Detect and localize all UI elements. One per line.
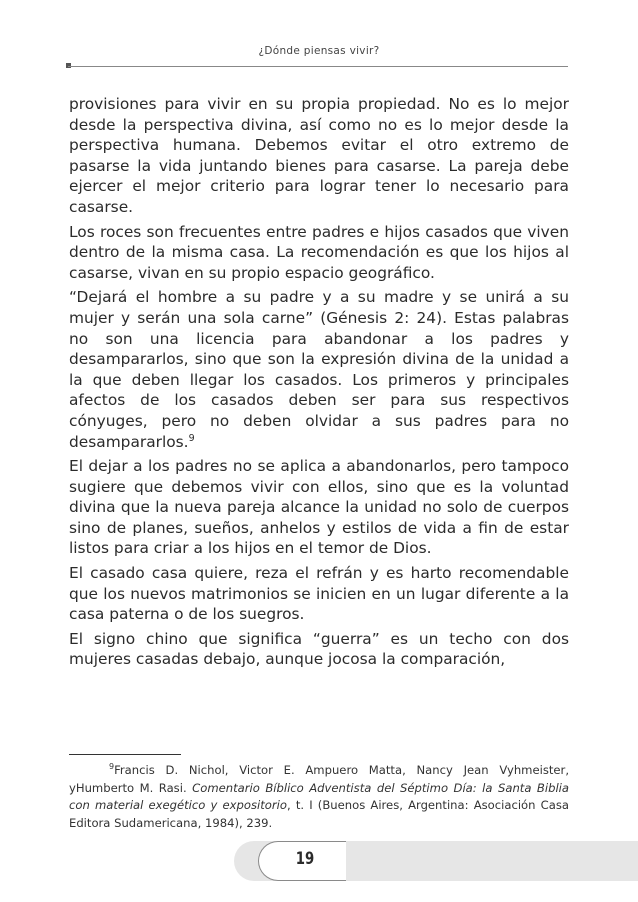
footnote-authors: Francis D. Nichol, Victor E. Ampuero Matta, Nancy Jean Vyhmeister, yHumberto M. Rasi. xyxy=(69,763,569,795)
footnote-rule xyxy=(69,754,181,755)
page-number: 19 xyxy=(295,849,315,869)
paragraph-3-text: “Dejará el hombre a su padre y a su madre y se unirá a su mujer y serán una sola carne” (Génesis 2: 24). Estas palabras no son una licencia para abandonar a los padres y desampararlos, sino que son la expresión divina de la unidad a la que deben llegar los casados. Los primeros y principales afectos de los casados deben ser para sus respectivos cónyuges, pero no deben olvidar a sus padres para no desampararlos. xyxy=(69,288,569,451)
footnote-title: Comentario Bíblico Adventista del Séptimo Día: la Santa Biblia con material exegético y expositorio xyxy=(69,780,570,813)
header-rule xyxy=(68,66,568,67)
paragraph-5: El casado casa quiere, reza el refrán y es harto recomendable que los nuevos matrimonios se inicien en un lugar diferente a la casa paterna o de los suegros. xyxy=(69,564,569,624)
paragraph-6: El signo chino que significa “guerra” es un techo con dos mujeres casadas debajo, aunque jocosa la comparación, xyxy=(69,629,569,669)
body-text xyxy=(69,94,569,674)
footnote-publication: , t. I (Buenos Aires, Argentina: Asociación Casa Editora Sudamericana, 1984), 239. xyxy=(69,798,569,830)
paragraph-1: provisiones para vivir en su propia propiedad. No es lo mejor desde la perspectiva divina, así como no es lo mejor desde la perspectiva humana. Debemos evitar el otro extremo de pasarse la vida juntando bienes para casarse. La pareja debe ejercer el mejor criterio para lograr tener lo necesario para casarse. xyxy=(69,95,569,216)
paragraph-4: El dejar a los padres no se aplica a abandonarlos, pero tampoco sugiere que debemos vivir con ellos, sino que es la voluntad divina que la nueva pareja alcance la unidad no solo de cuerpos sino de planes, sueños, anhelos y estilos de vida a fin de estar listos para criar a los hijos en el temor de Dios. xyxy=(69,457,569,558)
paragraph-3 xyxy=(69,287,569,452)
running-header: ¿Dónde piensas vivir? xyxy=(258,45,380,57)
footnote-number: 9 xyxy=(109,762,115,772)
footnote-reference[interactable]: 9 xyxy=(188,432,195,444)
paragraph-2: Los roces son frecuentes entre padres e hijos casados que viven dentro de la misma casa. La recomendación es que los hijos al casarse, vivan en su propio espacio geográfico. xyxy=(69,222,569,282)
footnote xyxy=(69,762,569,832)
